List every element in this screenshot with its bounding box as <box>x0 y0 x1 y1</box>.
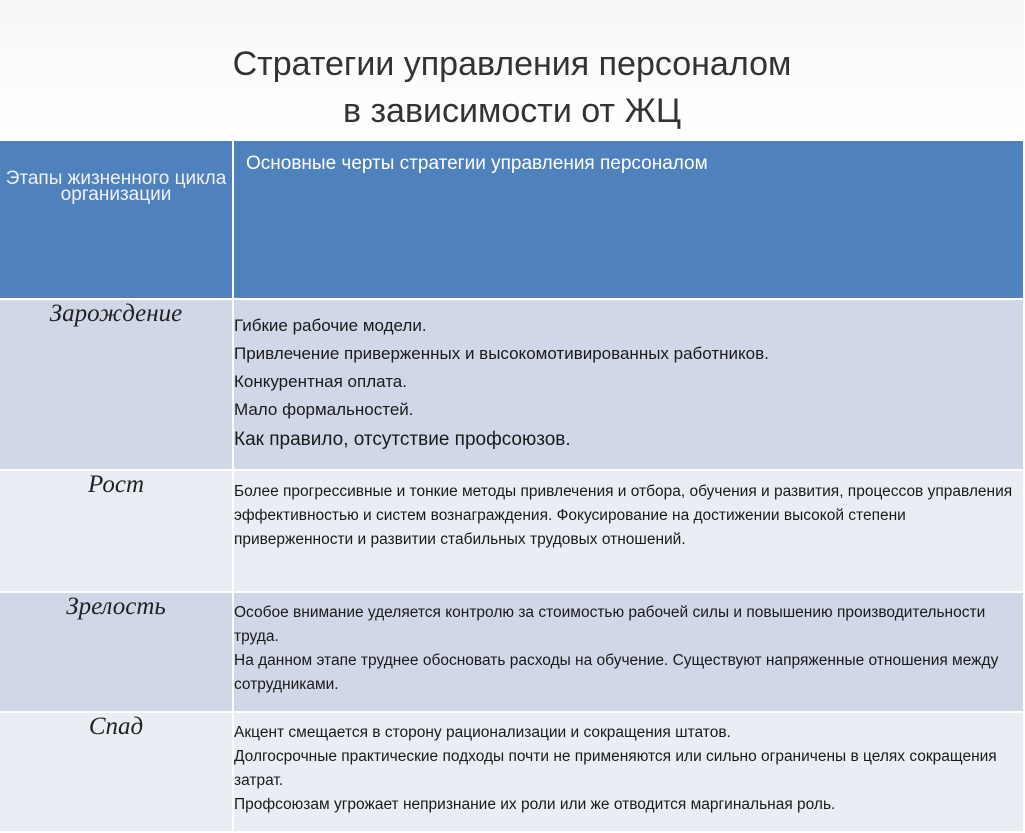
traits-cell <box>233 470 1024 592</box>
header-traits: Основные черты стратегии управления персоналом <box>233 141 1024 299</box>
traits-cell <box>233 299 1024 470</box>
table-row-growth <box>0 470 1024 592</box>
trait-line: Гибкие рабочие модели. <box>234 316 427 335</box>
trait-line: Мало формальностей. <box>234 400 414 419</box>
table-row-birth <box>0 299 1024 470</box>
trait-line: Долгосрочные практические подходы почти не применяются или сильно ограничены в целях сокращения затрат. <box>234 748 997 789</box>
trait-line: Особое внимание уделяется контролю за стоимостью рабочей силы и повышению производительности труда. <box>234 604 986 645</box>
stage-cell: Рост <box>0 470 233 592</box>
table-header-row <box>0 141 1024 299</box>
trait-line: Как правило, отсутствие профсоюзов. <box>234 429 571 450</box>
trait-line: Привлечение приверженных и высокомотивированных работников. <box>234 344 769 363</box>
trait-line: Более прогрессивные и тонкие методы привлечения и отбора, обучения и развития, процессов управления эффективностью и систем вознаграждения. Фокусирование на достижении высокой степени приверженности и развитии стабильных трудовых отношений. <box>234 483 1013 548</box>
table-row-decline <box>0 712 1024 832</box>
header-stage: Этапы жизненного цикла организации <box>0 141 233 299</box>
trait-line: На данном этапе труднее обосновать расходы на обучение. Существуют напряженные отношения между сотрудниками. <box>234 652 999 693</box>
stage-cell: Зарождение <box>0 299 233 470</box>
traits-cell <box>233 712 1024 832</box>
stage-cell: Спад <box>0 712 233 832</box>
title-line-1: Стратегии управления персоналом <box>232 45 792 83</box>
slide-title <box>0 0 1024 141</box>
trait-line: Профсоюзам угрожает непризнание их роли или же отводится маргинальная роль. <box>234 796 836 813</box>
traits-cell <box>233 592 1024 712</box>
stage-cell: Зрелость <box>0 592 233 712</box>
table-row-maturity <box>0 592 1024 712</box>
title-line-2: в зависимости от ЖЦ <box>342 92 682 130</box>
trait-line: Акцент смещается в сторону рационализации и сокращения штатов. <box>234 724 731 741</box>
strategy-table <box>0 141 1025 833</box>
trait-line: Конкурентная оплата. <box>234 372 407 391</box>
